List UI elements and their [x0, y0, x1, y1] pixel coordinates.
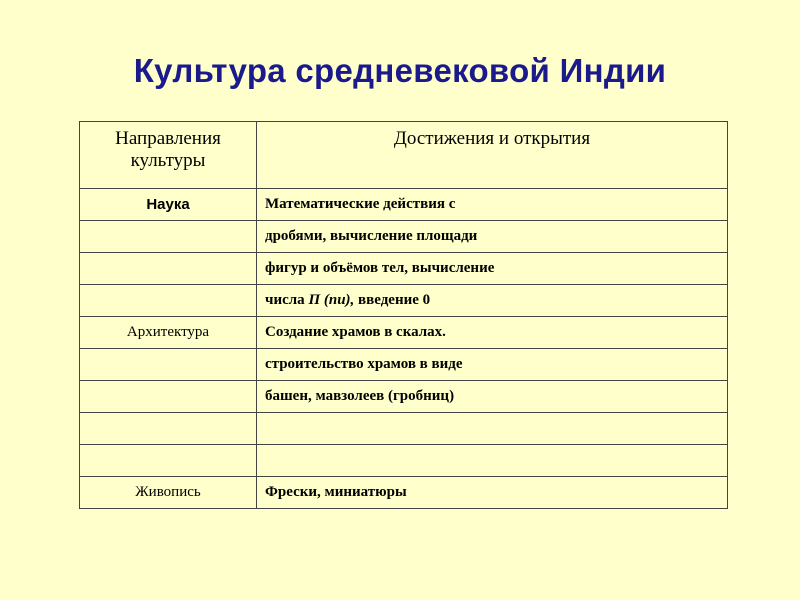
achievement-text-post: введение 0	[354, 292, 431, 308]
achievement-text-pre: числа	[265, 292, 309, 308]
achievement-cell	[257, 413, 728, 445]
direction-cell	[80, 413, 257, 445]
table-row	[80, 285, 728, 317]
table-row	[80, 413, 728, 445]
achievement-cell: башен, мавзолеев (гробниц)	[257, 381, 728, 413]
achievement-cell: Фрески, миниатюры	[257, 477, 728, 509]
table-row	[80, 317, 728, 349]
direction-label: Наука	[146, 195, 190, 213]
direction-cell	[80, 253, 257, 285]
achievement-cell: фигур и объёмов тел, вычисление	[257, 253, 728, 285]
table-row	[80, 349, 728, 381]
header-achievements: Достижения и открытия	[257, 122, 728, 189]
table-row	[80, 477, 728, 509]
table-row	[80, 221, 728, 253]
achievement-cell: Создание храмов в скалах.	[257, 317, 728, 349]
direction-cell	[80, 381, 257, 413]
slide-title: Культура средневековой Индии	[133, 52, 667, 89]
table-row	[80, 381, 728, 413]
direction-cell	[80, 189, 257, 221]
achievement-cell: Математические действия с	[257, 189, 728, 221]
direction-cell	[80, 285, 257, 317]
achievement-cell	[257, 285, 728, 317]
direction-cell: Архитектура	[80, 317, 257, 349]
pi-symbol-text: П (пи),	[308, 292, 355, 308]
header-directions: Направления культуры	[80, 122, 257, 189]
table-row	[80, 445, 728, 477]
culture-table	[79, 121, 728, 509]
table-row	[80, 253, 728, 285]
achievement-cell	[257, 445, 728, 477]
table-row	[80, 189, 728, 221]
achievement-cell: дробями, вычисление площади	[257, 221, 728, 253]
direction-cell	[80, 349, 257, 381]
direction-cell: Живопись	[80, 477, 257, 509]
direction-cell	[80, 221, 257, 253]
table-header-row	[80, 122, 728, 189]
achievement-cell: строительство храмов в виде	[257, 349, 728, 381]
direction-cell	[80, 445, 257, 477]
